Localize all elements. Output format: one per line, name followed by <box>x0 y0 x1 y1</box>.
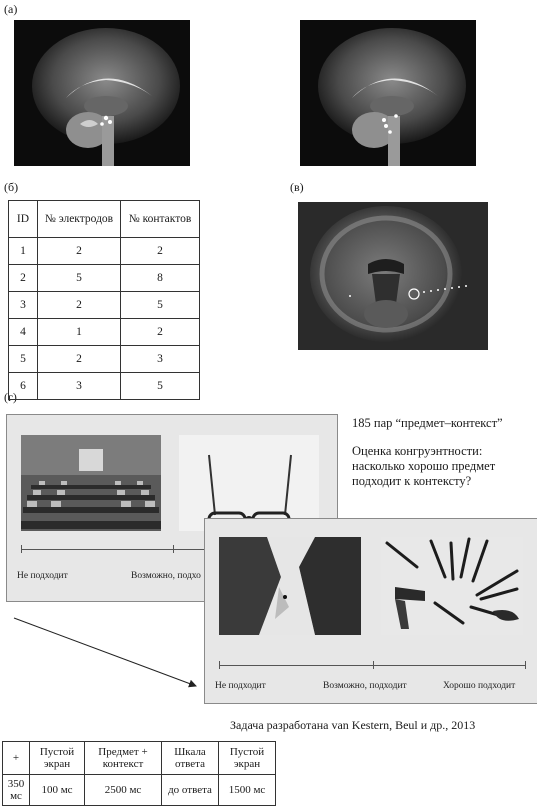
scale-label-low: Не подходит <box>17 571 68 581</box>
table-row <box>9 346 200 373</box>
electrode-table <box>8 200 200 400</box>
timing-event-scale: Шкала ответа <box>162 742 219 775</box>
cell-id: 1 <box>9 238 38 265</box>
timing-row-durations <box>3 775 276 806</box>
cell-id: 2 <box>9 265 38 292</box>
coronal-mri <box>298 202 488 350</box>
cell-electrodes: 2 <box>38 238 121 265</box>
scale-label-low: Не подходит <box>215 681 266 691</box>
mountain-photo <box>219 537 361 635</box>
table-row <box>9 292 200 319</box>
panel-label-b: (б) <box>4 180 19 194</box>
col-header-electrodes: № электродов <box>38 201 121 238</box>
cell-contacts: 2 <box>121 238 200 265</box>
table-row <box>9 319 200 346</box>
cell-contacts: 8 <box>121 265 200 292</box>
cell-contacts: 5 <box>121 292 200 319</box>
table-row <box>9 265 200 292</box>
cell-id: 4 <box>9 319 38 346</box>
timing-event-blank1: Пустой экран <box>30 742 85 775</box>
timing-row-events <box>3 742 276 775</box>
timing-duration-stimulus: 2500 мс <box>85 775 162 806</box>
timing-duration-blank1: 100 мс <box>30 775 85 806</box>
scale-tick-mid <box>173 545 174 553</box>
col-header-id: ID <box>9 201 38 238</box>
panel-label-a: (а) <box>4 2 18 16</box>
panel-label-g: (г) <box>4 390 17 404</box>
sagittal-mri-right <box>300 20 476 166</box>
cell-electrodes: 2 <box>38 346 121 373</box>
pairs-label: 185 пар “предмет–контекст” <box>352 416 503 430</box>
task-credit: Задача разработана van Kestern, Beul и др., 2013 <box>230 718 476 732</box>
scale-tick-high <box>525 661 526 669</box>
scale-tick-mid <box>373 661 374 669</box>
cell-contacts: 5 <box>121 373 200 400</box>
col-header-contacts: № контактов <box>121 201 200 238</box>
sagittal-mri-left <box>14 20 190 166</box>
scale-label-mid-truncated: Возможно, подхо <box>131 571 201 581</box>
cell-id: 5 <box>9 346 38 373</box>
panel-label-v: (в) <box>290 180 304 194</box>
scale-tick-low <box>21 545 22 553</box>
timing-event-stimulus: Предмет + контекст <box>85 742 162 775</box>
cell-electrodes: 2 <box>38 292 121 319</box>
cell-id: 3 <box>9 292 38 319</box>
table-row <box>9 238 200 265</box>
scale-label-mid: Возможно, подходит <box>323 681 407 691</box>
timing-event-blank2: Пустой экран <box>219 742 276 775</box>
cell-contacts: 3 <box>121 346 200 373</box>
congruence-question: Оценка конгруэнтности: насколько хорошо предмет подходит к контексту? <box>352 444 496 488</box>
classroom-photo <box>21 435 161 531</box>
scale-label-high: Хорошо подходит <box>443 681 516 691</box>
glasses-photo <box>179 435 319 531</box>
timing-duration-scale: до ответа <box>162 775 219 806</box>
timing-table <box>2 741 276 806</box>
timing-event-fixation: + <box>3 742 30 775</box>
cell-electrodes: 3 <box>38 373 121 400</box>
cell-electrodes: 1 <box>38 319 121 346</box>
cell-id: 6 <box>9 373 38 400</box>
table-header-row <box>9 201 200 238</box>
timing-duration-blank2: 1500 мс <box>219 775 276 806</box>
cell-contacts: 2 <box>121 319 200 346</box>
brushes-photo <box>381 537 523 635</box>
transition-arrow <box>0 600 220 700</box>
timing-duration-fixation: 350 мс <box>3 775 30 806</box>
cell-electrodes: 5 <box>38 265 121 292</box>
rating-scale-line <box>219 665 525 666</box>
stimulus-screen-front <box>204 518 537 704</box>
table-row <box>9 373 200 400</box>
